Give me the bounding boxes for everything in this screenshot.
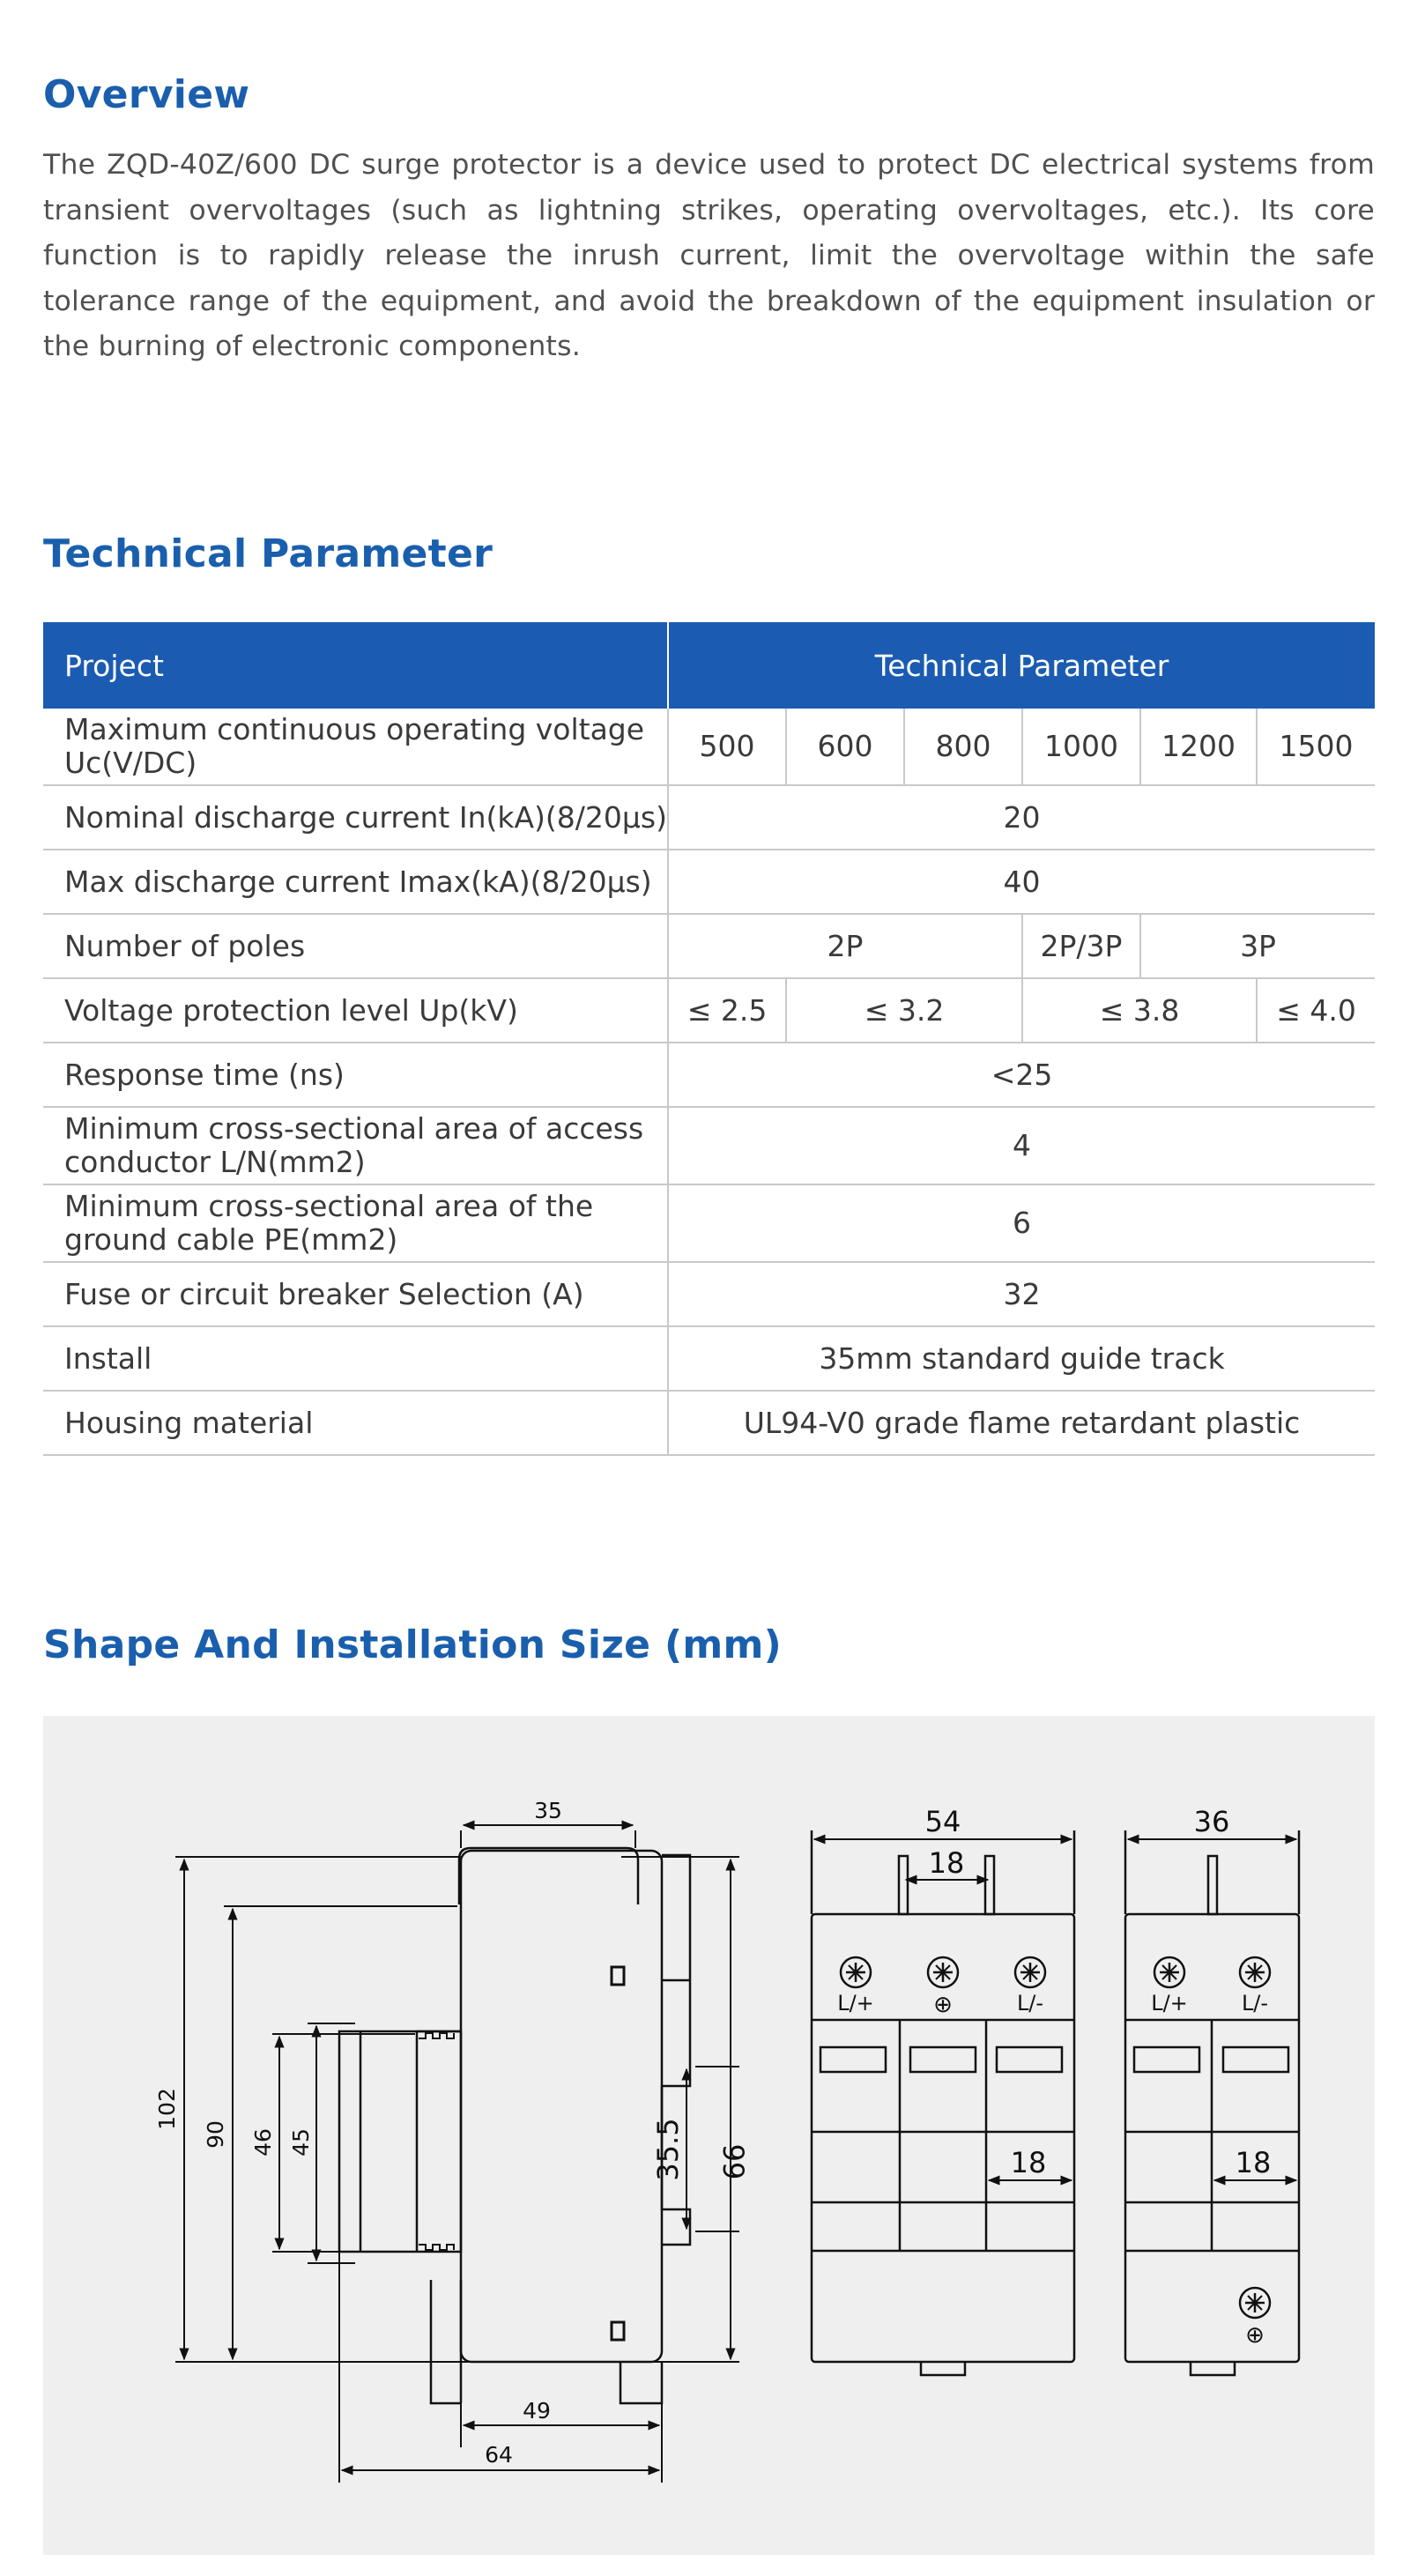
header-technical-parameter: Technical Parameter [668, 622, 1375, 709]
table-header-row [43, 622, 1375, 709]
dim-front2p-18: 18 [1235, 2146, 1272, 2179]
installation-drawing [43, 1716, 1375, 2555]
table-row [43, 914, 1375, 978]
row-label-poles: Number of poles [43, 914, 668, 978]
cell-uc-500: 500 [668, 709, 786, 785]
cell-response-value: <25 [668, 1043, 1375, 1107]
cell-uc-1200: 1200 [1140, 709, 1257, 785]
row-label-ground: Minimum cross-sectional area of the ground cable PE(mm2) [43, 1184, 668, 1262]
dim-front2p-36: 36 [1193, 1805, 1230, 1838]
terminal-label-ground: ⊕ [933, 1992, 953, 2018]
table-row [43, 1043, 1375, 1107]
dim-side-35: 35 [534, 1798, 562, 1823]
dim-side-49: 49 [523, 2398, 551, 2424]
row-label-fuse: Fuse or circuit breaker Selection (A) [43, 1262, 668, 1326]
row-label-uc: Maximum continuous operating voltage Uc(V/DC) [43, 709, 668, 785]
row-label-housing: Housing material [43, 1391, 668, 1455]
cell-housing-value: UL94-V0 grade flame retardant plastic [668, 1391, 1375, 1455]
terminal2p-ground-symbol: ⊕ [1245, 2322, 1265, 2349]
dim-front3p-54: 54 [924, 1805, 961, 1838]
terminal2p-label-l-minus: L/- [1241, 1991, 1269, 2016]
table-row [43, 1391, 1375, 1455]
overview-text: The ZQD-40Z/600 DC surge protector is a device used to protect DC electrical systems from transient overvoltages (such as lightning strikes, operating overvoltages, etc.). Its core function is to rapidly release the inrush current, limit the overvoltage within the safe tolerance range of the equipment, and avoid the breakdown of the equipment insulation or the burning of electronic components. [43, 149, 1375, 362]
cell-poles-2p: 2P [668, 914, 1022, 978]
row-label-response: Response time (ns) [43, 1043, 668, 1107]
terminal-label-l-minus: L/- [1016, 1991, 1044, 2016]
dim-side-102: 102 [154, 2088, 180, 2130]
cell-up-4-0: ≤ 4.0 [1257, 978, 1375, 1043]
cell-up-2-5: ≤ 2.5 [668, 978, 786, 1043]
table-row [43, 709, 1375, 785]
table-row [43, 978, 1375, 1043]
terminal2p-label-l-plus: L/+ [1151, 1991, 1188, 2016]
cell-uc-1500: 1500 [1257, 709, 1375, 785]
shape-size-heading: Shape And Installation Size (mm) [43, 1622, 783, 1667]
cell-in-value: 20 [668, 785, 1375, 850]
table-row [43, 850, 1375, 914]
table-row [43, 1262, 1375, 1326]
dim-side-45: 45 [288, 2128, 314, 2157]
cell-up-3-8: ≤ 3.8 [1022, 978, 1257, 1043]
table-row [43, 1107, 1375, 1184]
table-row [43, 1184, 1375, 1262]
dim-side-46: 46 [250, 2128, 276, 2157]
technical-parameter-heading: Technical Parameter [43, 531, 494, 576]
cell-fuse-value: 32 [668, 1262, 1375, 1326]
terminal-label-l-plus: L/+ [837, 1991, 874, 2016]
row-label-access: Minimum cross-sectional area of access conductor L/N(mm2) [43, 1107, 668, 1184]
dim-side-64: 64 [485, 2442, 513, 2468]
front-view-2p-drawing [1125, 1830, 1299, 2375]
cell-uc-1000: 1000 [1022, 709, 1140, 785]
dim-side-35-5: 35.5 [651, 2118, 685, 2181]
cell-uc-800: 800 [904, 709, 1022, 785]
side-view-drawing [339, 1848, 690, 2403]
row-label-up: Voltage protection level Up(kV) [43, 978, 668, 1043]
table-row [43, 1326, 1375, 1391]
cell-ground-value: 6 [668, 1184, 1375, 1262]
row-label-in: Nominal discharge current In(kA)(8/20μs) [43, 785, 668, 850]
cell-uc-600: 600 [786, 709, 904, 785]
cell-up-3-2: ≤ 3.2 [786, 978, 1022, 1043]
cell-poles-3p: 3P [1140, 914, 1375, 978]
cell-access-value: 4 [668, 1107, 1375, 1184]
cell-poles-2p3p: 2P/3P [1022, 914, 1140, 978]
dim-front3p-18-top: 18 [928, 1846, 965, 1880]
overview-heading: Overview [43, 72, 250, 117]
dim-side-90: 90 [203, 2120, 228, 2149]
dim-side-99: 99 [716, 2143, 750, 2180]
table-row [43, 785, 1375, 850]
row-label-install: Install [43, 1326, 668, 1391]
cell-install-value: 35mm standard guide track [668, 1326, 1375, 1391]
technical-parameter-table [43, 622, 1375, 1456]
header-project: Project [43, 622, 668, 709]
dim-front3p-18-mid: 18 [1010, 2146, 1047, 2179]
row-label-imax: Max discharge current Imax(kA)(8/20μs) [43, 850, 668, 914]
front-view-3p-drawing [812, 1830, 1074, 2375]
cell-imax-value: 40 [668, 850, 1375, 914]
